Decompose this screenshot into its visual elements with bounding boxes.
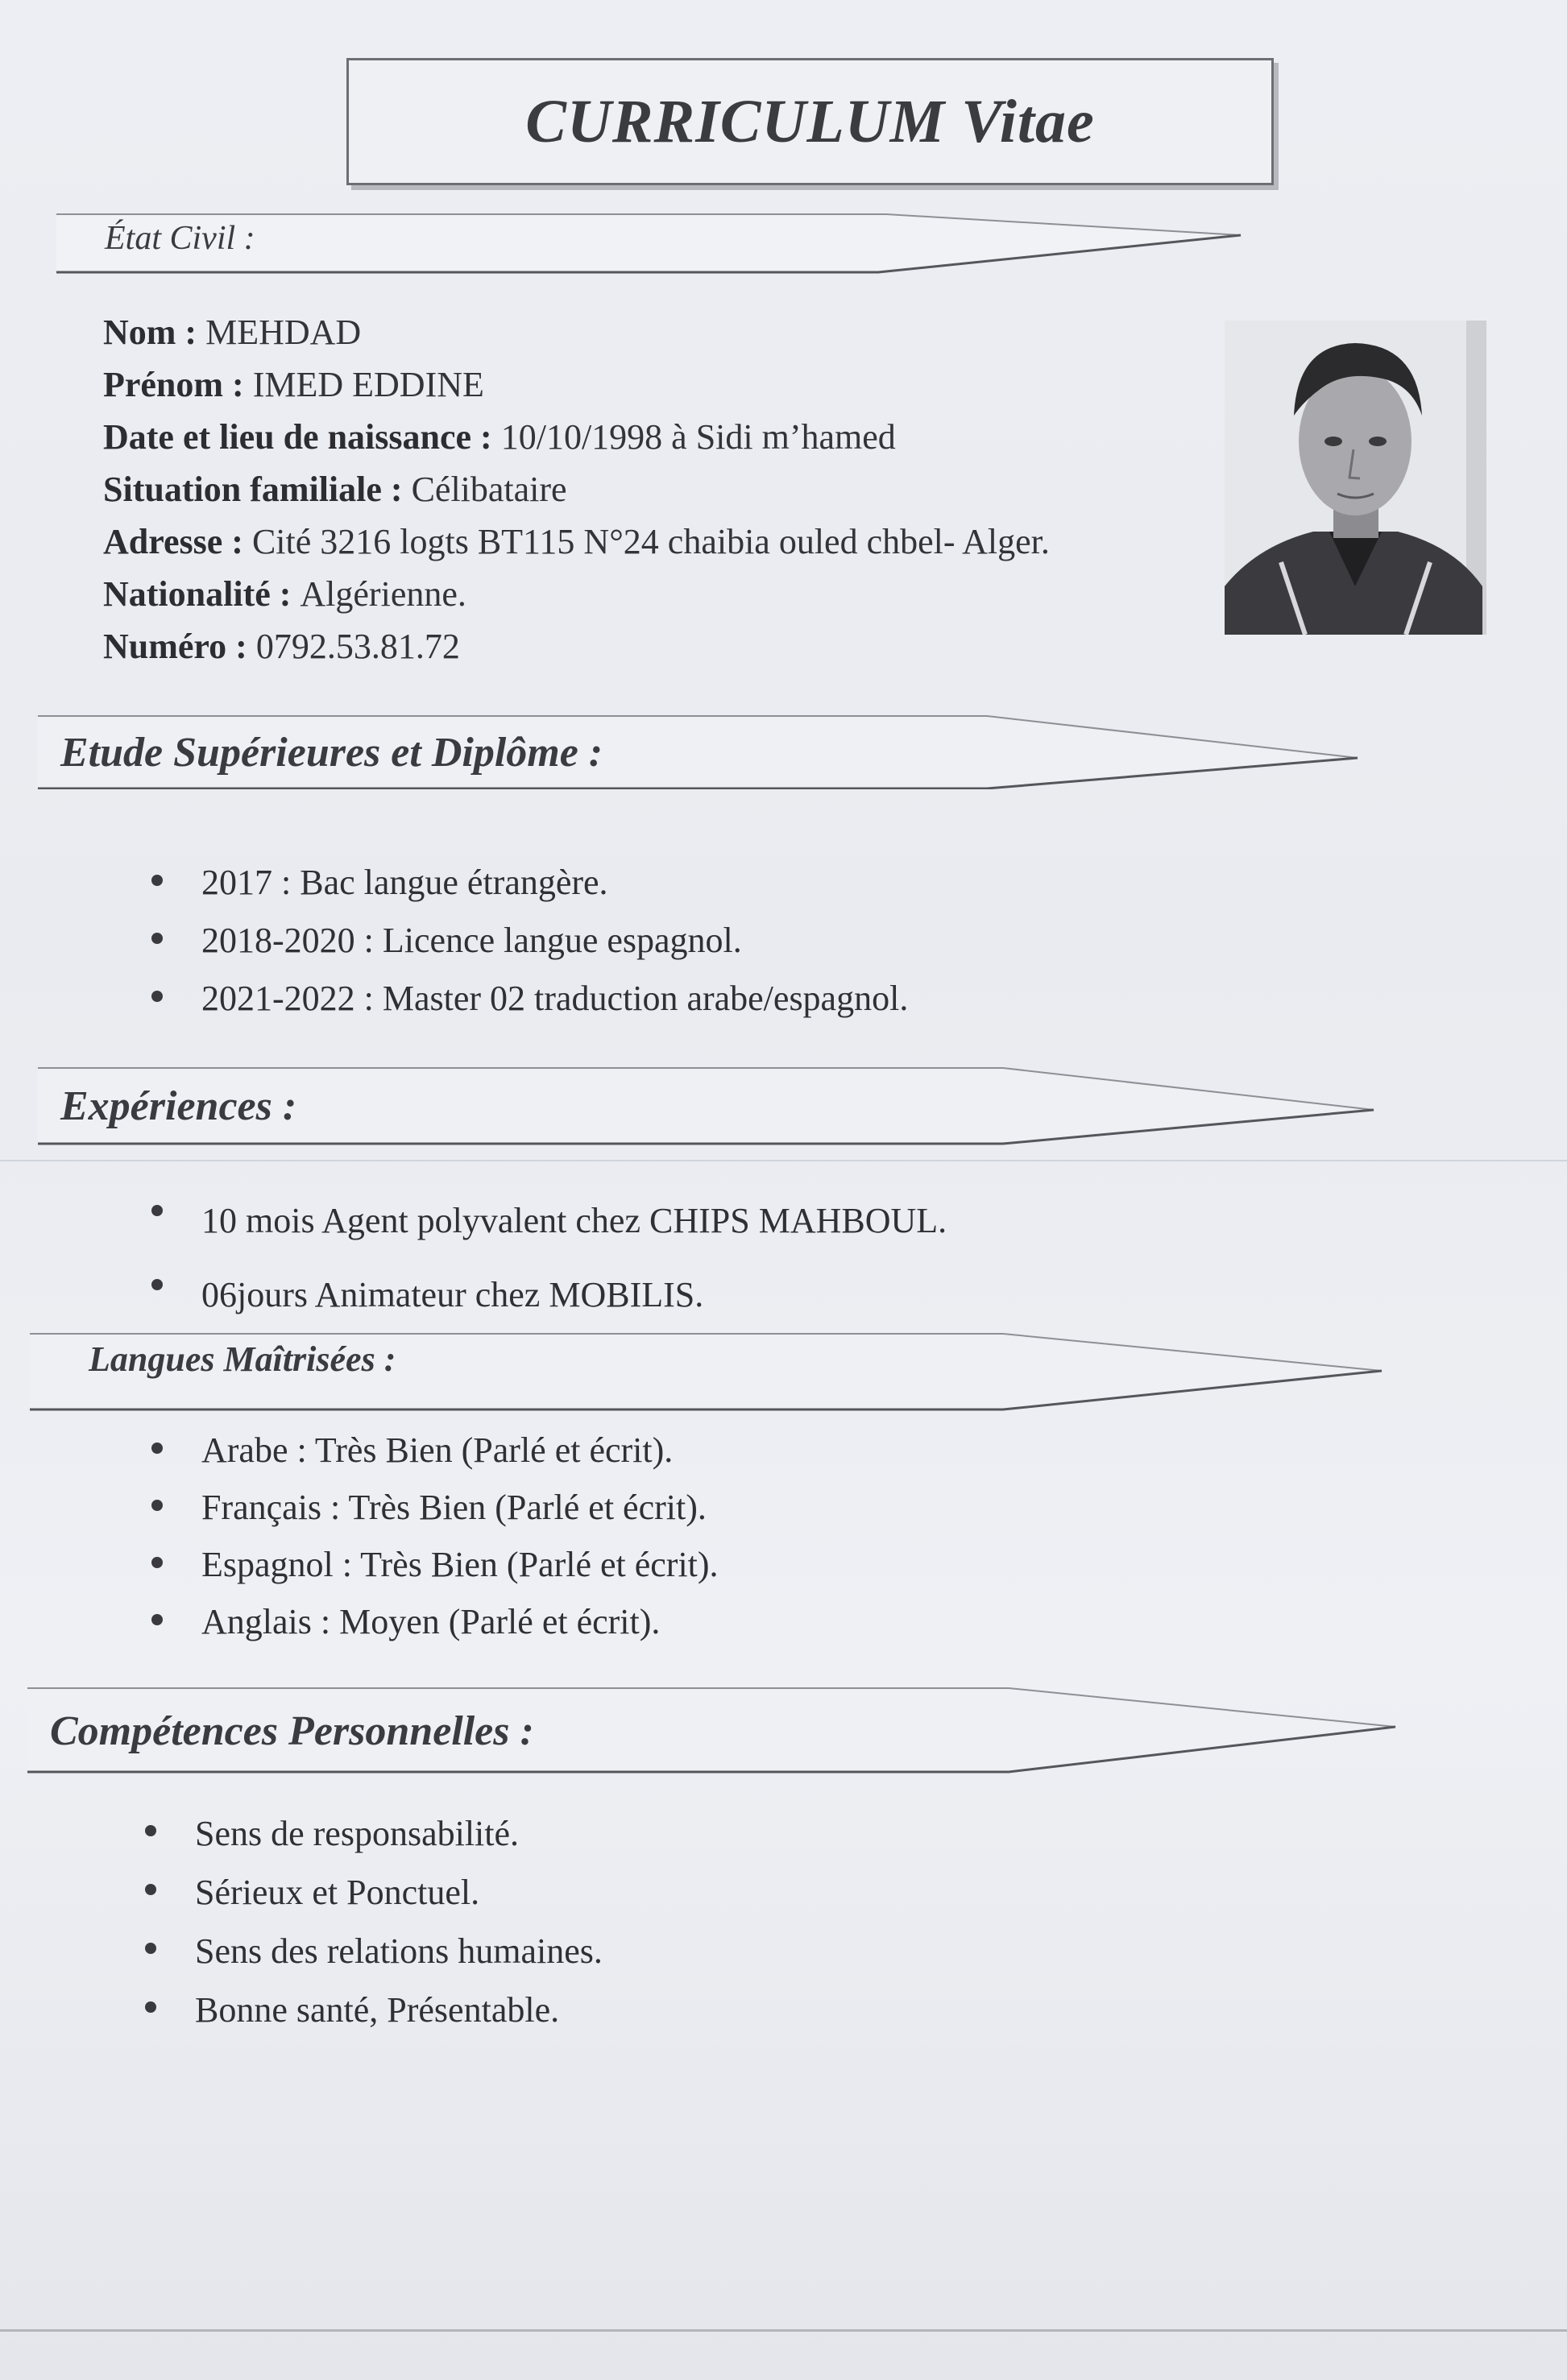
situation-row bbox=[103, 463, 1050, 515]
list-item: 2018-2020 : Licence langue espagnol. bbox=[145, 912, 908, 970]
adresse-label: Adresse : bbox=[103, 522, 252, 561]
list-item: Arabe : Très Bien (Parlé et écrit). bbox=[145, 1422, 719, 1479]
section-title-skills: Compétences Personnelles : bbox=[50, 1708, 534, 1754]
nationalite-row bbox=[103, 568, 1050, 620]
section-title-civil: État Civil : bbox=[105, 220, 255, 257]
nom-value: MEHDAD bbox=[205, 313, 362, 352]
nationalite-label: Nationalité : bbox=[103, 574, 301, 614]
nationalite-value: Algérienne. bbox=[300, 574, 466, 614]
studies-list bbox=[145, 854, 908, 1028]
list-item: 2021-2022 : Master 02 traduction arabe/espagnol. bbox=[145, 970, 908, 1028]
section-header-studies bbox=[36, 713, 1374, 785]
situation-label: Situation familiale : bbox=[103, 470, 412, 509]
list-item: Français : Très Bien (Parlé et écrit). bbox=[145, 1479, 719, 1536]
paper-fold bbox=[0, 1160, 1567, 1161]
list-item: Bonne santé, Présentable. bbox=[139, 1981, 603, 2039]
title-box bbox=[346, 58, 1274, 185]
list-item: 06jours Animateur chez MOBILIS. bbox=[145, 1258, 947, 1332]
list-item: Sérieux et Ponctuel. bbox=[139, 1863, 603, 1922]
situation-value: Célibataire bbox=[411, 470, 567, 509]
nom-label: Nom : bbox=[103, 313, 206, 352]
numero-label: Numéro : bbox=[103, 627, 256, 666]
document-title: CURRICULUM Vitae bbox=[525, 87, 1095, 155]
naissance-label: Date et lieu de naissance : bbox=[103, 417, 501, 457]
section-title-studies: Etude Supérieures et Diplôme : bbox=[60, 730, 603, 776]
adresse-value: Cité 3216 logts BT115 N°24 chaibia ouled chbel- Alger. bbox=[251, 522, 1050, 561]
adresse-row bbox=[103, 515, 1050, 568]
list-item: Sens de responsabilité. bbox=[139, 1804, 603, 1863]
list-item: Sens des relations humaines. bbox=[139, 1922, 603, 1981]
list-item: Espagnol : Très Bien (Parlé et écrit). bbox=[145, 1536, 719, 1593]
prenom-row bbox=[103, 358, 1050, 411]
skills-list bbox=[139, 1804, 603, 2039]
numero-row bbox=[103, 620, 1050, 673]
naissance-row bbox=[103, 411, 1050, 463]
list-item: Anglais : Moyen (Parlé et écrit). bbox=[145, 1593, 719, 1650]
bottom-rule bbox=[0, 2329, 1567, 2332]
civil-info bbox=[103, 306, 1050, 673]
naissance-value: 10/10/1998 à Sidi m’hamed bbox=[500, 417, 896, 457]
section-header-civil bbox=[32, 211, 1257, 284]
numero-value: 0792.53.81.72 bbox=[255, 627, 460, 666]
section-title-experience: Expériences : bbox=[60, 1083, 297, 1129]
section-header-languages bbox=[28, 1331, 1398, 1403]
prenom-label: Prénom : bbox=[103, 365, 253, 404]
section-title-languages: Langues Maîtrisées : bbox=[89, 1339, 396, 1379]
nom-row bbox=[103, 306, 1050, 358]
list-item: 10 mois Agent polyvalent chez CHIPS MAHBOUL. bbox=[145, 1184, 947, 1258]
prenom-value: IMED EDDINE bbox=[252, 365, 484, 404]
section-header-experience bbox=[36, 1065, 1390, 1137]
experience-list bbox=[145, 1184, 947, 1332]
profile-photo bbox=[1225, 321, 1486, 635]
languages-list bbox=[145, 1422, 719, 1650]
list-item: 2017 : Bac langue étrangère. bbox=[145, 854, 908, 912]
section-header-skills bbox=[26, 1685, 1412, 1757]
